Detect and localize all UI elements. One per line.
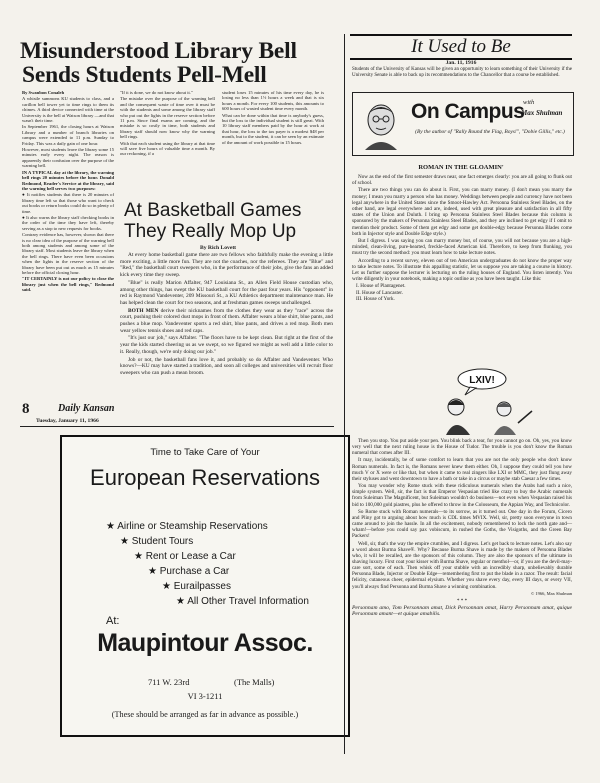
ad-item-list — [106, 519, 309, 609]
ad-footer: (These should be arranged as far in advance as possible.) — [111, 710, 299, 719]
campus-paragraph: Now as the end of the first semester draws near, one fact emerges clearly: you are all going to flunk out of school. — [352, 174, 572, 187]
library-bullet: ● It also warns the library staff checking books in the order of the time they have left, thereby serving as a stop to new requests for books. — [22, 214, 114, 231]
library-headline-1: Misunderstood Library Bell — [20, 38, 297, 64]
ad-item: ★ Rent or Lease a Car — [134, 551, 236, 562]
section-stars: * * * — [456, 597, 468, 604]
campus-paragraph: You may wonder why Rome stuck with these ridiculous numerals when the Arabs had such a nice, simple system. Well, sir, the fact is that Emperor Vespasian tried like crazy to buy the Arabic numerals from Suleiman The Magnificent, but Suleiman wouldn't do business—not even when Vespasian raised his bid to 100,000 gold piastres, plus he offered to throw in the Colosseum, the Appian Way, and Technicolor. — [352, 483, 572, 508]
basketball-paragraph: BOTH MEN derive their nicknames from the clothes they wear as they "race" across the court, pushing their colored dust mops in front of them. Affalter wears a blue shirt, blue pants, and pushes a blue mop. Vandeventer sports a red shirt, blue pants, and drives a red mop. Both men wear yellow tennis shoes and red caps. — [120, 307, 333, 334]
copyright-line: © 1966, Max Shulman — [530, 590, 572, 596]
ad-item: ★ All Other Travel Information — [176, 596, 309, 607]
used-to-be-banner — [350, 34, 572, 60]
library-column-3 — [222, 90, 324, 146]
library-paragraph: With that each student using the library at that time will save five hours of valuable time a month. By our reckoning, if a — [120, 140, 215, 157]
outline-item: II. House of Lancaster. — [356, 289, 403, 296]
page-number: 8 — [22, 401, 30, 417]
library-paragraph: The mistake over the purpose of the warning bell and the consequent waste of time over it must be with the students and some among the library staff who put out the lights in the reserve section before 11 p.m. Since final exams are coming, and the mistake is so costly in time, both students and library staff should now know why the warning bell rings. — [120, 96, 215, 140]
on-campus-with: with — [523, 99, 535, 106]
library-paragraph: student loses 15 minutes of his time every day, he is losing no less than 1½ hours a week and that is six hours a month. For every 100 students, this amounts to 600 hours of wasted student time every month. — [222, 90, 324, 112]
ad-item: ★ Eurailpasses — [162, 581, 231, 592]
latin-closing: Personnam amo, Tom Personnam amat, Dick Personnam amat, Harry Personnam amat, quique Personnam amant—et quique amabilis. — [352, 605, 572, 618]
ad-item: ★ Purchase a Car — [148, 566, 230, 577]
library-column-1 — [22, 90, 114, 294]
paper-date: Tuesday, January 11, 1966 — [36, 418, 99, 424]
campus-body-2 — [352, 438, 572, 619]
campus-body-1 — [352, 174, 572, 302]
library-bullet: ● It notifies students that there is 20 minutes of library time left so that those who want to check out books or return books could do so in plenty of time. — [22, 192, 114, 214]
folio-divider — [20, 426, 334, 427]
library-paragraph: Contrary evidence has, however, shown that there is no clear idea of the purpose of the warning bell both among students and among some of the library staff. Most students leave the library when the bell rings. There have even been occasions when the lights in the reserve section of the library have been put out as much as 15 minutes before the official closing hour. — [22, 232, 114, 275]
basketball-headline-2: They Really Mop Up — [124, 221, 297, 243]
outline-list — [352, 283, 572, 302]
campus-paragraph: According to a recent survey, eleven out of ten American undergraduates do not know the proper way to take lecture notes. To illustrate this appalling statistic, let us suppose you are taking a course in history. Let us further suppose the lecturer is lecturing on the ruling houses of England. You listen intently. You write diligently in your notebook, making a topic outline as you have been taught. Like this: — [352, 257, 572, 283]
library-paragraph: In September 1961, the closing hours at Watson Library and a number of branch libraries on campus were extended to 11 p.m. Sunday to Friday. This was a daily gain of one hour. — [22, 124, 114, 146]
article-title: ROMAN IN THE GLOAMIN' — [418, 164, 504, 171]
on-campus-tagline: (By the author of "Rally Round the Flag, Boys!", "Dobie Gillis," etc.) — [415, 129, 565, 135]
on-campus-title: On Campus — [411, 100, 525, 123]
on-campus-header — [352, 92, 574, 156]
library-section-lead: IN A TYPICAL day at the library, the warning bell rings 20 minutes before the hour. Donald Redmond, Reader's Service at the library, said the warning bell serves two purposes: — [22, 169, 114, 191]
campus-paragraph: So Rome stuck with Roman numerals—to its sorrow, as it turned out. One day in the Forum, Cicero and Pliny got to arguing about how much is CDL times MVIX. Well, sir, pretty soon everyone in town came around to join the hassle. In all the excitement, nobody remembered to lock the north gate and—wham!—before you could say pax vobiscum, in rushed the Goths, the Visigoths, and the Green Bay Packers! — [352, 508, 572, 540]
cartoon-speech: LXIV! — [469, 375, 495, 386]
basketball-paragraph: "Blue" is really Marion Affalter, 947 Louisiana St., an Allen Field House custodian who, among other things, has swept the KU basketball court for the past four years. His "opponent" in red is Raymond Vandeventer, 209 Missouri St., a KU Athletics department maintenance man. He has helped clean the court for two seasons, and at freshman games sweeps unchallenged. — [120, 279, 333, 306]
campus-paragraph: Then you stop. You put aside your pen. You blink back a tear, for you cannot go on. Oh, yes, you know very well that the next ruling house is the House of Tudor. The trouble is you don't know the Roman numeral that comes after III. — [352, 438, 572, 457]
travel-advertisement — [60, 435, 350, 737]
outline-item: III. House of York. — [356, 295, 395, 302]
library-headline-2: Sends Students Pell-Mell — [22, 62, 267, 88]
library-paragraph: What can be done within that time is anybody's guess, but the loss to the individual student is still great. With 10 library staff members paid by the hour at work at that hour, the loss to the tax payer is a modest $48 per month, but to the student, it can be seen by an estimate of the amount of work possible in 15 hours. — [222, 112, 324, 145]
cartoon-illustration — [420, 365, 540, 435]
column-divider — [344, 34, 345, 754]
library-quote-lead: "IT CERTAINLY is not our policy to close the library just when the bell rings," Redmond said. — [22, 276, 114, 293]
basketball-paragraph: "It's just our job," says Affalter. "The floors have to be kept clean. But right at the first of the year the kids started cheering us as we swept, so we figured we might as well add a little color to it. Really, though, we're only doing our job." — [120, 335, 333, 355]
campus-paragraph: But I digress. I was saying you can marry money but, of course, you will not because you are a high-minded, clean-living, pure-hearted, freckle-faced American kid. Therefore, to keep from flunking, you must try the second method: you must learn how to take lecture notes. — [352, 238, 572, 257]
library-paragraph: However, most students leave the library some 15 minutes early every night. The reason is apparently their confusion over the purpose of the warning bell. — [22, 147, 114, 169]
ad-phone: VI 3-1211 — [187, 691, 223, 701]
ad-company-name: Maupintour Assoc. — [97, 629, 313, 657]
basketball-paragraph: Job or not, the basketball fans love it, and probably so do Affalter and Vandeventer. Who knows?—KU may have started a tradition, and soon all colleges and universities will recruit floor sweepers who can push a mean broom. — [120, 356, 333, 376]
library-paragraph: "If it is done, we do not know about it." — [120, 90, 193, 95]
used-to-be-title: It Used to Be — [411, 36, 511, 57]
ad-address-note: (The Malls) — [234, 677, 275, 687]
outline-item: I. House of Plantagenet. — [356, 283, 406, 290]
ad-address: 711 W. 23rd — [148, 677, 190, 687]
basketball-headline — [124, 200, 334, 243]
used-to-be-text: Students of the University of Kansas will be given an opportunity to learn something of their University if the University Senate is able to back up its recommendations to the Chancellor that a course be established. — [352, 67, 572, 78]
campus-paragraph: It may, incidentally, be of some comfort to learn that you are not the only people who don't know Roman numerals. In fact is, the Romans never knew them either. Oh, I suppose they could tell you how much V or X were or like that, but when it came to real zingers like LXI or MMC, they just flung away their styluses and went downtown to have a bath or take in a circus or maybe stab Caesar a few times. — [352, 457, 572, 482]
basketball-headline-1: At Basketball Games — [124, 200, 302, 221]
campus-paragraph: There are two things you can do about it. First, you can marry money. (I don't mean you marry the money; I mean you marry a person who has money. Weddings between people and currency have not been legal anywhere in the United States since the Smoot-Hawley Act. Personna Stainless Steel Blades, on the other hand, are legal everywhere and are, indeed, used with great pleasure and satisfaction in all fifty states of the Union and Duluth. I bring up Personna Stainless Steel Blades because this column is sponsored by the makers of Personna Stainless Steel Blades, and they are inclined to get edgy if I omit to mention their product. Some of them get edgy and some get double-edgy because Personna Blades come both in Injector style and Double Edge style.) — [352, 187, 572, 237]
ad-item: ★ Airline or Steamship Reservations — [106, 521, 268, 532]
ad-headline: European Reservations — [90, 465, 320, 490]
used-to-be-dateline: Jan. 11, 1916 — [445, 60, 477, 66]
ad-item: ★ Student Tours — [120, 536, 194, 547]
on-campus-author: Max Shulman — [521, 109, 563, 117]
basketball-body — [120, 252, 333, 378]
paper-name: Daily Kansan — [58, 403, 115, 414]
ad-top-line: Time to Take Care of Your — [150, 447, 260, 458]
library-paragraph: A whistle summons KU students to class, and a carillon bell tower yet to time rings to them its chimes. A third device connected with time at the University is the bell at Watson library —and that wasn't their time. — [22, 96, 114, 124]
library-byline: By Swanbon Conaleh — [22, 90, 65, 95]
basketball-paragraph: At every home basketball game there are two fellows who faithfully make the evening a little more exciting, a little more fun. They are not the coaches, nor the referees. They are "Blue" and "Red," the basketball court sweepers who, in the performance of their jobs, give the fans an added kick every time they sweep. — [120, 252, 333, 279]
ad-at-label: At: — [106, 615, 120, 627]
basketball-byline: By Rich Lovett — [200, 245, 237, 251]
library-column-2 — [120, 90, 215, 158]
campus-paragraph: Well, sir, that's the way the empire crumbles, and I digress. Let's get back to lecture notes. Let's also say a word about Burma Shave®. Why? Because Burma Shave is made by the makers of Personna Blades who, it will be recalled, are the sponsors of this column. They are also the sponsors of the ultimate in shaving luxury. First coat your kisser with Burma Shave, regular or menthol—or, if you are the devil-may-care sort, some of each. Then whisk off your stubble with an incredibly sharp, unbelievably durable Personna Blade, Injector or Double Edge—remembering first to put the blade in a razor. The result: facial felicity, cutaneous cheer, epidermal elysium. Whether you shave every day, every III days, or every VII, you'll always find Personna and Burma Shave a winning combination. — [352, 540, 572, 590]
portrait-illustration — [357, 98, 405, 150]
